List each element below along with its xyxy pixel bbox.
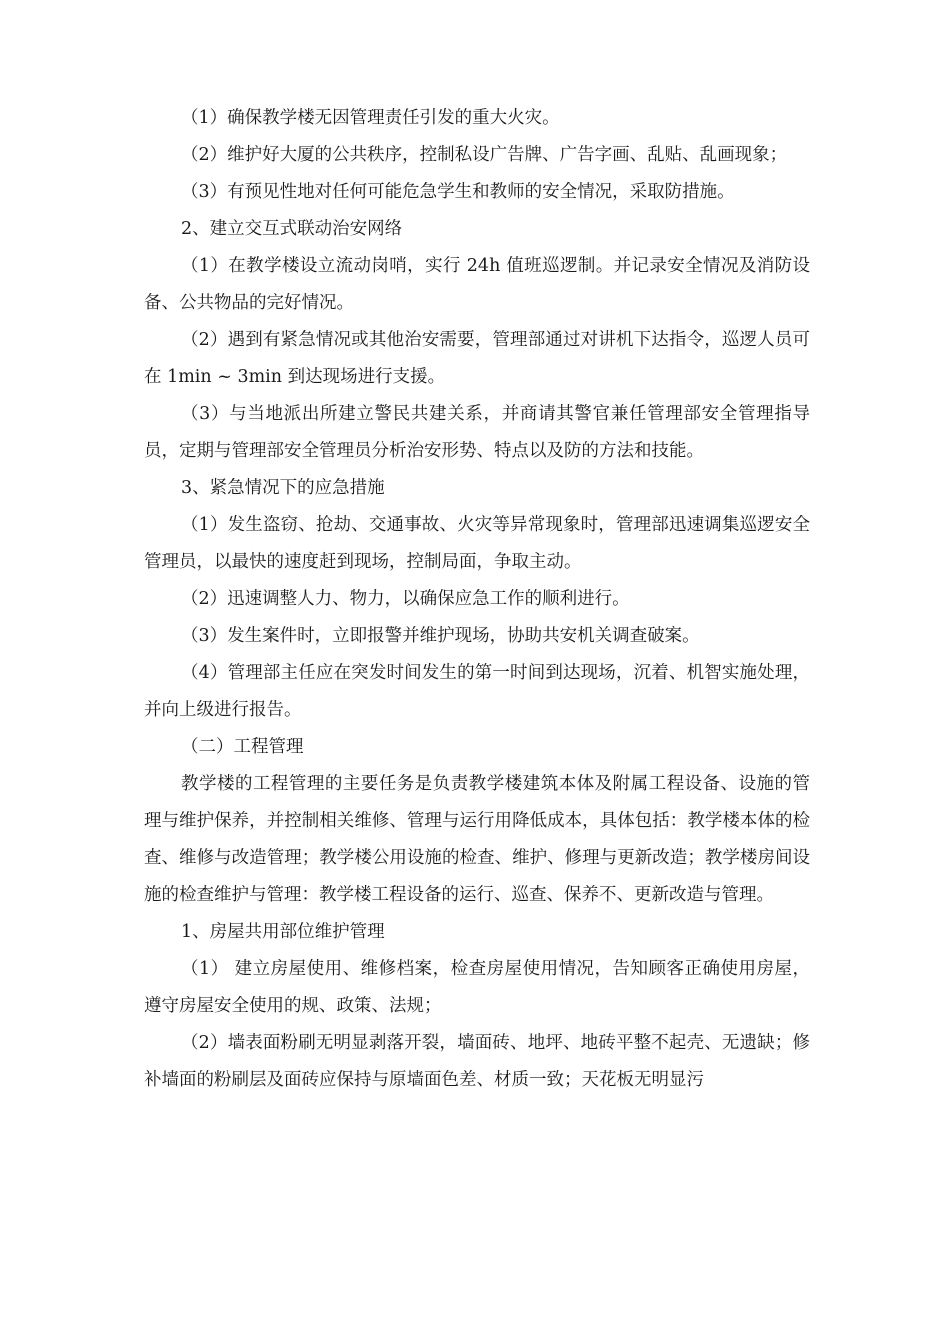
- paragraph-12: （4）管理部主任应在突发时间发生的第一时间到达现场，沉着、机智实施处理，并向上级进行报告。: [144, 663, 810, 720]
- section-heading-3: 3、紧急情况下的应急措施: [181, 478, 385, 498]
- paragraph-7: （3）与当地派出所建立警民共建关系，并商请其警官兼任管理部安全管理指导员，定期与管理部安全管理员分析治安形势、特点以及防的方法和技能。: [144, 404, 810, 461]
- section-heading-housing: 1、房屋共用部位维护管理: [181, 922, 385, 942]
- document-body: [144, 100, 810, 1099]
- paragraph-6: （2）遇到有紧急情况或其他治安需要，管理部通过对讲机下达指令，巡逻人员可在 1min ~ 3min 到达现场进行支援。: [144, 330, 810, 387]
- paragraph-11: （3）发生案件时，立即报警并维护现场，协助共安机关调查破案。: [181, 626, 700, 646]
- paragraph-14: 教学楼的工程管理的主要任务是负责教学楼建筑本体及附属工程设备、设施的管理与维护保养，并控制相关维修、管理与运行用降低成本，具体包括：教学楼本体的检查、维修与改造管理；教学楼公用设施的检查、维护、修理与更新改造；教学楼房间设施的检查维护与管理：教学楼工程设备的运行、巡查、保养不、更新改造与管理。: [144, 774, 810, 905]
- paragraph-5: （1）在教学楼设立流动岗哨，实行 24h 值班巡逻制。并记录安全情况及消防设备、公共物品的完好情况。: [144, 256, 810, 313]
- paragraph-3: （3）有预见性地对任何可能危急学生和教师的安全情况，采取防措施。: [181, 182, 735, 202]
- paragraph-16: （1） 建立房屋使用、维修档案，检查房屋使用情况，告知顾客正确使用房屋，遵守房屋安全使用的规、政策、法规；: [144, 959, 810, 1016]
- section-heading-2: 2、建立交互式联动治安网络: [181, 219, 403, 239]
- paragraph-17: （2）墙表面粉刷无明显剥落开裂，墙面砖、地坪、地砖平整不起壳、无遗缺；修补墙面的粉刷层及面砖应保持与原墙面色差、材质一致；天花板无明显污: [144, 1033, 810, 1090]
- paragraph-2: （2）维护好大厦的公共秩序，控制私设广告牌、广告字画、乱贴、乱画现象；: [181, 145, 788, 165]
- paragraph-9: （1）发生盗窃、抢劫、交通事故、火灾等异常现象时，管理部迅速调集巡逻安全管理员，以最快的速度赶到现场，控制局面，争取主动。: [144, 515, 810, 572]
- section-heading-engineering: （二）工程管理: [181, 737, 304, 757]
- paragraph-10: （2）迅速调整人力、物力，以确保应急工作的顺利进行。: [181, 589, 630, 609]
- paragraph-1: （1）确保教学楼无因管理责任引发的重大火灾。: [181, 108, 560, 128]
